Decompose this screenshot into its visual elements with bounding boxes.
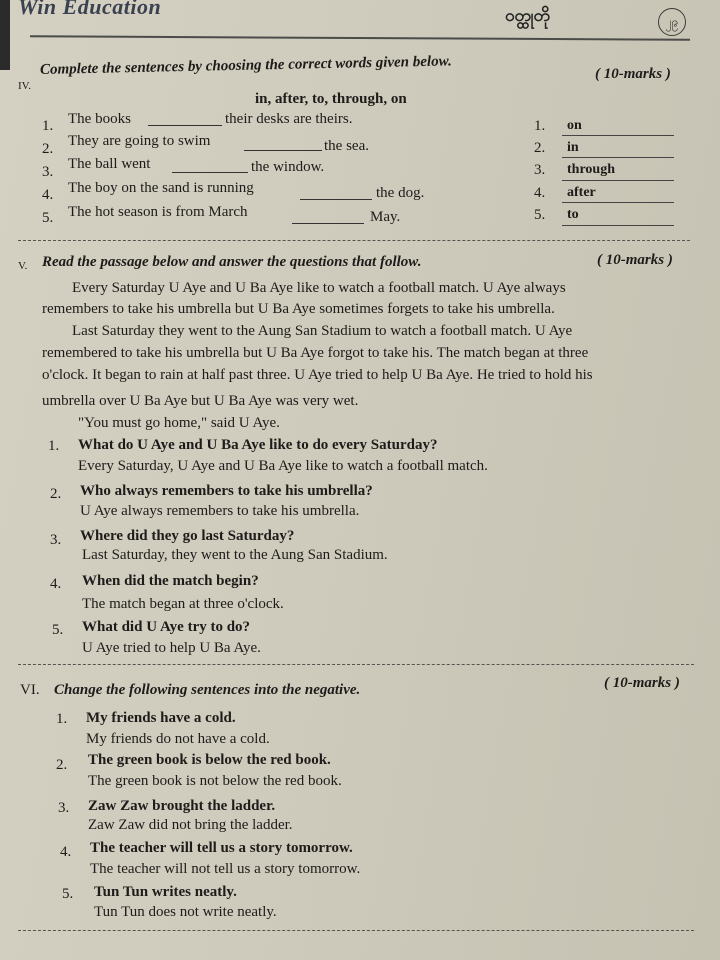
s6-item-number: 2. xyxy=(56,757,68,773)
section-6-marks: ( 10-marks ) xyxy=(604,675,680,691)
header-rule xyxy=(30,35,690,40)
s4-answer: to xyxy=(567,207,579,222)
s4-answer-number: 2. xyxy=(534,140,546,156)
s4-answer: on xyxy=(567,118,582,133)
section-4-instruction: Complete the sentences by choosing the correct words given below. xyxy=(39,53,452,78)
s5-question-number: 4. xyxy=(50,576,62,592)
s4-answer-line xyxy=(562,157,674,158)
s4-item-text-b: the dog. xyxy=(376,185,425,201)
s6-answer: Tun Tun does not write neatly. xyxy=(94,904,277,920)
book-title: ဝတ္ထုတို xyxy=(505,6,551,26)
s6-sentence: The teacher will tell us a story tomorrow. xyxy=(90,840,353,856)
s4-item-blank xyxy=(172,172,248,173)
s4-item-text-a: The ball went xyxy=(68,156,151,172)
s4-answer-number: 5. xyxy=(534,207,546,223)
section-4-number: IV. xyxy=(18,80,31,92)
s6-answer: My friends do not have a cold. xyxy=(86,731,270,747)
publisher-logo: Win Education xyxy=(18,0,162,19)
s6-answer: Zaw Zaw did not bring the ladder. xyxy=(88,817,293,833)
section-5-instruction: Read the passage below and answer the questions that follow. xyxy=(42,254,422,270)
s4-item-text-a: They are going to swim xyxy=(68,133,211,149)
s4-item-text-b: the window. xyxy=(251,159,325,175)
binding-edge xyxy=(0,0,10,70)
s5-question-number: 1. xyxy=(48,438,60,454)
s4-answer: after xyxy=(567,185,596,200)
s4-answer-number: 1. xyxy=(534,118,546,134)
s6-answer: The teacher will not tell us a story tomorrow. xyxy=(90,861,361,877)
s6-sentence: Zaw Zaw brought the ladder. xyxy=(88,798,276,814)
s4-item-text-a: The books xyxy=(68,111,131,127)
s5-question-number: 3. xyxy=(50,532,62,548)
s4-item-number: 4. xyxy=(42,187,54,203)
s4-item-blank xyxy=(300,199,372,200)
s4-item-text-b: the sea. xyxy=(324,138,369,154)
passage-line: remembered to take his umbrella but U Ba Aye forgot to take his. The match began at three xyxy=(42,345,589,361)
section-5-marks: ( 10-marks ) xyxy=(597,252,673,268)
page-number: ၂၉ xyxy=(658,8,686,36)
s4-item-number: 3. xyxy=(42,164,54,180)
passage-line: o'clock. It began to rain at half past three. U Aye tried to help U Ba Aye. He tried to hold his xyxy=(42,367,593,383)
s4-item-blank xyxy=(292,223,364,224)
section-divider xyxy=(18,240,690,241)
s5-question: What did U Aye try to do? xyxy=(82,619,251,635)
s4-answer-line xyxy=(562,180,674,181)
s5-answer: U Aye tried to help U Ba Aye. xyxy=(82,640,261,656)
s4-item-text-b: their desks are theirs. xyxy=(225,111,353,127)
s6-sentence: The green book is below the red book. xyxy=(88,752,331,768)
s4-item-blank xyxy=(244,150,322,151)
s4-item-number: 2. xyxy=(42,141,54,157)
s4-answer-number: 4. xyxy=(534,185,546,201)
passage-line: "You must go home," said U Aye. xyxy=(78,415,280,431)
s4-answer-number: 3. xyxy=(534,162,546,178)
passage-line: Every Saturday U Aye and U Ba Aye like to watch a football match. U Aye always xyxy=(72,280,566,296)
s4-answer-line xyxy=(562,225,674,226)
s4-item-text-b: May. xyxy=(370,209,401,225)
s5-answer: U Aye always remembers to take his umbrella. xyxy=(80,503,360,519)
s6-item-number: 4. xyxy=(60,844,72,860)
s4-item-text-a: The boy on the sand is running xyxy=(68,180,254,196)
s4-answer: through xyxy=(567,162,615,177)
s5-answer: Every Saturday, U Aye and U Ba Aye like to watch a football match. xyxy=(78,458,488,474)
s5-question: Who always remembers to take his umbrella? xyxy=(80,483,373,499)
s4-item-text-a: The hot season is from March xyxy=(68,204,248,220)
s5-question-number: 5. xyxy=(52,622,64,638)
s5-question-number: 2. xyxy=(50,486,62,502)
s4-answer-line xyxy=(562,135,674,136)
section-6-instruction: Change the following sentences into the negative. xyxy=(54,682,361,698)
s4-item-number: 5. xyxy=(42,210,54,226)
passage-line: umbrella over U Ba Aye but U Ba Aye was very wet. xyxy=(42,393,359,409)
section-4-marks: ( 10-marks ) xyxy=(595,66,671,82)
s6-sentence: Tun Tun writes neatly. xyxy=(94,884,237,900)
s6-item-number: 1. xyxy=(56,711,68,727)
section-5-number: V. xyxy=(18,260,28,272)
s4-answer: in xyxy=(567,140,579,155)
s5-answer: The match began at three o'clock. xyxy=(82,596,284,612)
s6-answer: The green book is not below the red book. xyxy=(88,773,342,789)
passage-line: remembers to take his umbrella but U Ba Aye sometimes forgets to take his umbrella. xyxy=(42,301,555,317)
section-6-number: VI. xyxy=(20,682,40,698)
section-divider xyxy=(18,664,694,665)
s6-sentence: My friends have a cold. xyxy=(86,710,236,726)
s5-question: When did the match begin? xyxy=(82,573,259,589)
s6-item-number: 3. xyxy=(58,800,70,816)
passage-line: Last Saturday they went to the Aung San Stadium to watch a football match. U Aye xyxy=(72,323,573,339)
s6-item-number: 5. xyxy=(62,886,74,902)
s5-question: Where did they go last Saturday? xyxy=(80,528,295,544)
s5-answer: Last Saturday, they went to the Aung San Stadium. xyxy=(82,547,388,563)
section-divider xyxy=(18,930,694,931)
s5-question: What do U Aye and U Ba Aye like to do every Saturday? xyxy=(78,437,438,453)
s4-item-blank xyxy=(148,125,222,126)
word-bank: in, after, to, through, on xyxy=(255,91,407,107)
s4-answer-line xyxy=(562,202,674,203)
s4-item-number: 1. xyxy=(42,118,54,134)
